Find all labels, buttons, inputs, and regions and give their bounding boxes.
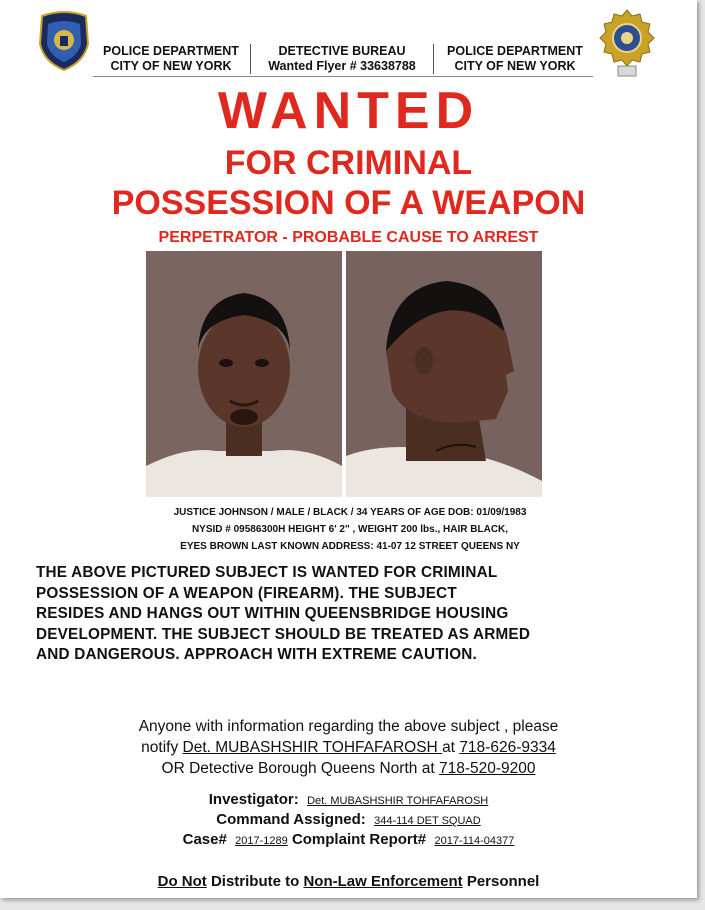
case-row bbox=[0, 830, 697, 851]
flyer-header bbox=[0, 0, 697, 82]
wanted-heading: WANTED bbox=[217, 82, 480, 140]
complaint-label: Complaint Report# bbox=[291, 831, 427, 848]
subtitle: PERPETRATOR - PROBABLE CAUSE TO ARREST bbox=[158, 229, 539, 246]
contact-line-3 bbox=[0, 759, 697, 779]
header-center-line2: Wanted Flyer # 33638788 bbox=[268, 59, 416, 73]
warning-line-2: POSSESSION OF A WEAPON (FIREARM). THE SUBJECT bbox=[36, 584, 457, 602]
footer-do-not: Do Not bbox=[157, 873, 207, 890]
distribution-notice bbox=[0, 872, 697, 892]
phone-number-1[interactable]: 718-626-9334 bbox=[459, 739, 556, 756]
detective-name: Det. MUBASHSHIR TOHFAFAROSH bbox=[182, 739, 443, 756]
footer-personnel: Personnel bbox=[462, 873, 540, 890]
header-divider bbox=[250, 44, 251, 74]
header-right-line2: CITY OF NEW YORK bbox=[454, 59, 576, 73]
charge-line-2: POSSESSION OF A WEAPON bbox=[111, 184, 586, 222]
phone-number-2[interactable]: 718-520-9200 bbox=[438, 760, 536, 777]
header-left-line1: POLICE DEPARTMENT bbox=[103, 44, 239, 58]
header-center bbox=[252, 44, 432, 76]
contact-line-1: Anyone with information regarding the above subject , please bbox=[138, 718, 559, 735]
borough-text: OR Detective Borough Queens North at bbox=[161, 760, 435, 777]
front-mugshot bbox=[146, 251, 342, 497]
charge-line-1: FOR CRIMINAL bbox=[224, 144, 473, 182]
command-label: Command Assigned: bbox=[216, 811, 366, 828]
header-right-line1: POLICE DEPARTMENT bbox=[447, 44, 583, 58]
description-line-1: JUSTICE JOHNSON / MALE / BLACK / 34 YEARS OF AGE DOB: 01/09/1983 bbox=[173, 507, 527, 518]
at-text: at bbox=[442, 739, 455, 756]
description-line-2: NYSID # 09586300H HEIGHT 6' 2" , WEIGHT 200 lbs., HAIR BLACK, bbox=[191, 524, 509, 535]
contact-line-2 bbox=[0, 738, 697, 758]
header-left bbox=[93, 44, 249, 76]
complaint-value: 2017-114-04377 bbox=[434, 835, 515, 847]
warning-line-4: DEVELOPMENT. THE SUBJECT SHOULD BE TREATED AS ARMED bbox=[36, 625, 531, 643]
warning-line-3: RESIDES AND HANGS OUT WITHIN QUEENSBRIDGE HOUSING bbox=[36, 605, 509, 622]
investigator-value: Det. MUBASHSHIR TOHFAFAROSH bbox=[307, 795, 489, 807]
command-value: 344-114 DET SQUAD bbox=[374, 815, 481, 827]
header-right bbox=[435, 44, 595, 76]
nypd-badge-icon bbox=[598, 8, 656, 78]
header-center-line1: DETECTIVE BUREAU bbox=[278, 44, 406, 58]
header-left-line2: CITY OF NEW YORK bbox=[110, 59, 232, 73]
command-row bbox=[0, 810, 697, 831]
warning-paragraph bbox=[36, 563, 676, 666]
case-label: Case# bbox=[182, 831, 227, 848]
footer-distribute: Distribute to bbox=[206, 873, 304, 890]
warning-line-1: THE ABOVE PICTURED SUBJECT IS WANTED FOR CRIMINAL bbox=[36, 564, 498, 581]
header-divider bbox=[433, 44, 434, 74]
description-line-3: EYES BROWN LAST KNOWN ADDRESS: 41-07 12 STREET QUEENS NY bbox=[180, 541, 520, 552]
header-rule bbox=[93, 76, 593, 77]
profile-mugshot bbox=[346, 251, 542, 497]
investigator-row bbox=[0, 790, 697, 811]
warning-line-5: AND DANGEROUS. APPROACH WITH EXTREME CAUTION. bbox=[36, 646, 478, 663]
investigator-label: Investigator: bbox=[208, 791, 299, 808]
footer-non-law: Non-Law Enforcement bbox=[303, 873, 463, 890]
case-value: 2017-1289 bbox=[235, 835, 288, 847]
notify-text: notify bbox=[141, 739, 179, 756]
nypd-patch-icon bbox=[38, 10, 90, 72]
